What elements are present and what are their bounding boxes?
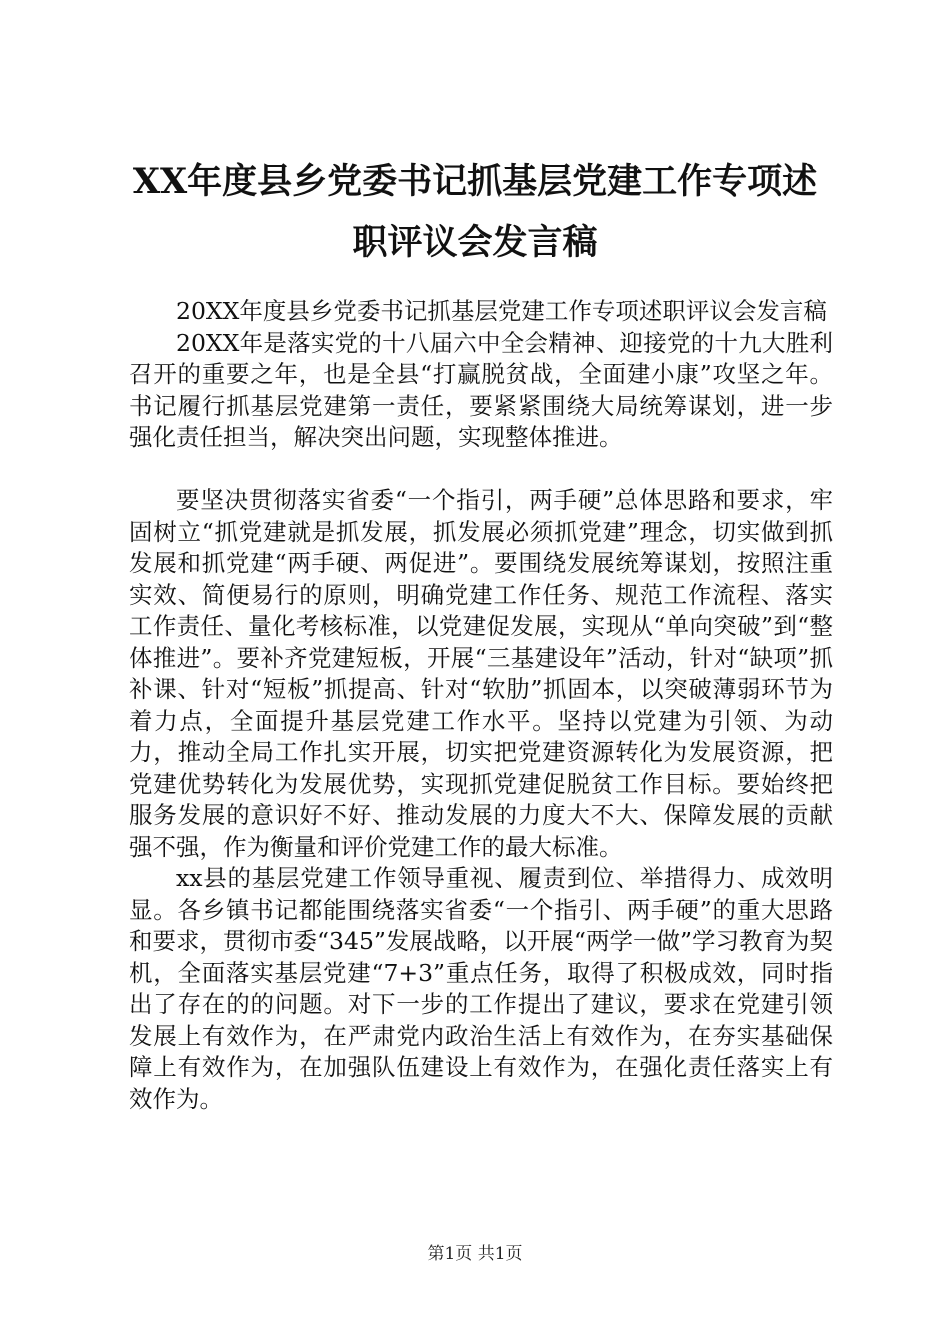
document-body [129, 296, 833, 1115]
document-title-line1: XX年度县乡党委书记抓基层党建工作专项述 [132, 161, 818, 202]
page-footer: 第1页 共1页 [427, 1244, 523, 1264]
body-paragraph: 要坚决贯彻落实省委“一个指引，两手硬”总体思路和要求，牢固树立“抓党建就是抓发展，抓发展必须抓党建”理念，切实做到抓发展和抓党建“两手硬、两促进”。要围绕发展统筹谋划，按照注重实效、简便易行的原则，明确党建工作任务、规范工作流程、落实工作责任、量化考核标准，以党建促发展，实现从“单向突破”到“整体推进”。要补齐党建短板，开展“三基建设年”活动，针对“缺项”抓补课、针对“短板”抓提高、针对“软肋”抓固本，以突破薄弱环节为着力点，全面提升基层党建工作水平。坚持以党建为引领、为动力，推动全局工作扎实开展，切实把党建资源转化为发展资源，把党建优势转化为发展优势，实现抓党建促脱贫工作目标。要始终把服务发展的意识好不好、推动发展的力度大不大、保障发展的贡献强不强，作为衡量和评价党建工作的最大标准。 [129, 486, 833, 861]
body-paragraph: xx县的基层党建工作领导重视、履责到位、举措得力、成效明显。各乡镇书记都能围绕落实省委“一个指引、两手硬”的重大思路和要求，贯彻市委“345”发展战略，以开展“两学一做”学习教育为契机，全面落实基层党建“7+3”重点任务，取得了积极成效，同时指出了存在的的问题。对下一步的工作提出了建议，要求在党建引领发展上有效作为，在严肃党内政治生活上有效作为，在夯实基础保障上有效作为，在加强队伍建设上有效作为，在强化责任落实上有效作为。 [129, 864, 833, 1113]
body-paragraph: 20XX年度县乡党委书记抓基层党建工作专项述职评议会发言稿 [176, 297, 827, 325]
document-title-line2: 职评议会发言稿 [352, 222, 598, 263]
body-paragraph: 20XX年是落实党的十八届六中全会精神、迎接党的十九大胜利召开的重要之年，也是全县“打赢脱贫战，全面建小康”攻坚之年。书记履行抓基层党建第一责任，要紧紧围绕大局统筹谋划，进一步强化责任担当，解决突出问题，实现整体推进。 [129, 328, 833, 451]
